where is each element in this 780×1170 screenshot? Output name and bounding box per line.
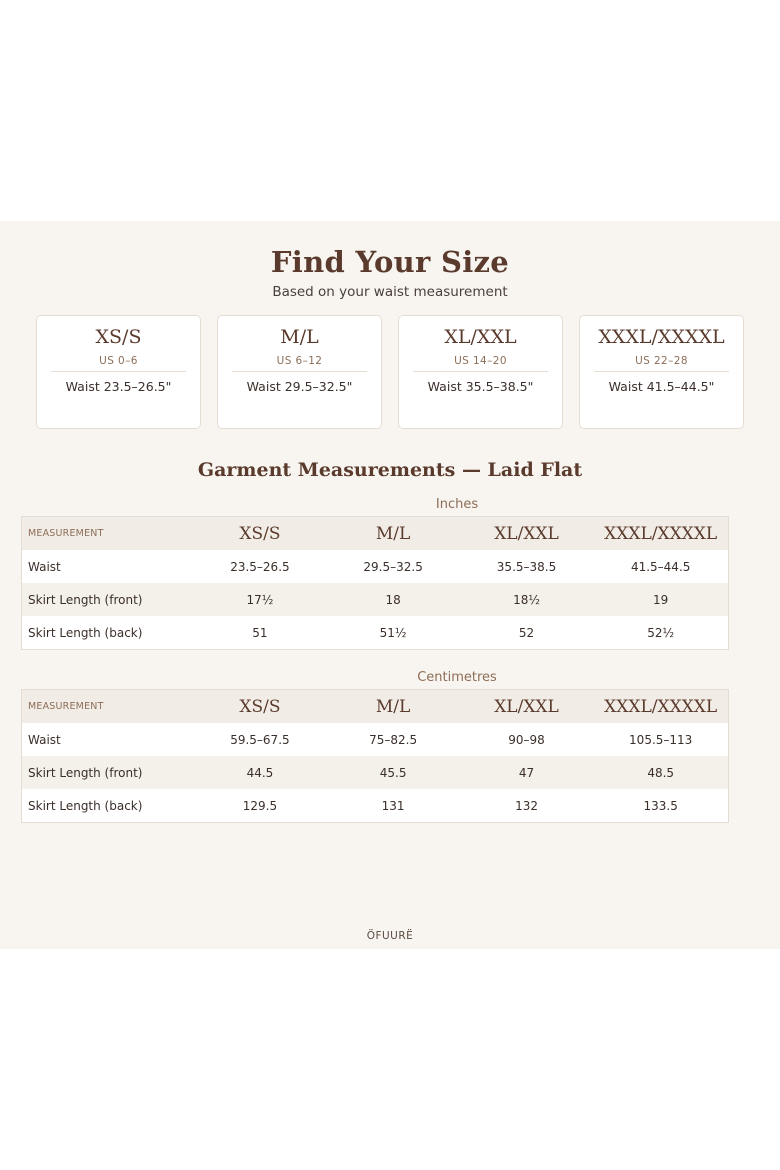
size-column-header: XXXL/XXXXL — [604, 696, 718, 717]
row-label: Waist — [28, 559, 61, 574]
page-title: Find Your Size — [270, 245, 510, 279]
row-label: Skirt Length (front) — [28, 765, 143, 780]
size-card-xl-xxl — [398, 315, 563, 429]
measurements-heading: Garment Measurements — Laid Flat — [197, 459, 583, 481]
size-column-header: M/L — [375, 696, 411, 717]
table-cell: 18 — [385, 592, 401, 607]
table-cell: 19 — [653, 592, 669, 607]
measurement-column-header: MEASUREMENT — [28, 528, 104, 539]
inches-unit-label: Inches — [435, 497, 479, 512]
table-row — [22, 583, 729, 616]
table-cell: 133.5 — [643, 798, 678, 813]
table-row — [22, 756, 729, 789]
centimetres-table — [21, 689, 729, 823]
table-row — [22, 616, 729, 650]
table-cell: 52 — [518, 625, 535, 640]
size-card-name: M/L — [280, 326, 319, 348]
table-cell: 47 — [518, 765, 535, 780]
table-cell: 41.5–44.5 — [630, 559, 691, 574]
size-card-name: XL/XXL — [444, 326, 517, 348]
table-cell: 131 — [381, 798, 405, 813]
table-row — [22, 789, 729, 823]
table-cell: 35.5–38.5 — [496, 559, 557, 574]
size-card-us-range: US 0–6 — [99, 355, 138, 367]
centimetres-unit-label: Centimetres — [417, 670, 497, 685]
size-card-divider — [51, 371, 186, 372]
row-label: Skirt Length (front) — [28, 592, 143, 607]
size-column-header: XXXL/XXXXL — [604, 523, 718, 544]
row-label: Skirt Length (back) — [28, 798, 143, 813]
inches-table — [21, 516, 729, 650]
brand-footer: ÖFUURË — [366, 930, 414, 942]
size-card-divider — [594, 371, 729, 372]
table-header-row — [22, 690, 729, 724]
table-cell: 23.5–26.5 — [230, 559, 290, 574]
table-cell: 48.5 — [647, 765, 675, 780]
size-column-header: XL/XXL — [494, 523, 559, 544]
table-cell: 18½ — [513, 592, 540, 607]
size-column-header: M/L — [375, 523, 411, 544]
size-card-name: XS/S — [95, 326, 142, 348]
size-column-header: XS/S — [239, 523, 281, 544]
row-label: Skirt Length (back) — [28, 625, 143, 640]
size-card-us-range: US 6–12 — [276, 355, 323, 367]
table-cell: 44.5 — [246, 765, 274, 780]
table-cell: 51½ — [379, 625, 407, 640]
size-card-xxxl-xxxxl — [579, 315, 744, 429]
size-card-m-l — [217, 315, 382, 429]
table-cell: 52½ — [647, 625, 675, 640]
size-card-us-range: US 22–28 — [635, 355, 688, 367]
table-cell: 17½ — [246, 592, 274, 607]
size-card-waist: Waist 23.5–26.5" — [65, 379, 172, 394]
page-subtitle: Based on your waist measurement — [272, 284, 508, 300]
table-cell: 90–98 — [508, 732, 545, 747]
size-card-divider — [232, 371, 367, 372]
size-card-waist: Waist 29.5–32.5" — [246, 379, 353, 394]
size-card-name: XXXL/XXXXL — [598, 326, 725, 348]
table-cell: 29.5–32.5 — [363, 559, 423, 574]
size-card-waist: Waist 41.5–44.5" — [608, 379, 715, 394]
size-card-divider — [413, 371, 548, 372]
measurement-column-header: MEASUREMENT — [28, 701, 104, 712]
table-row — [22, 550, 729, 583]
table-cell: 105.5–113 — [629, 732, 693, 747]
size-column-header: XL/XXL — [494, 696, 559, 717]
row-label: Waist — [28, 732, 61, 747]
table-cell: 45.5 — [379, 765, 407, 780]
table-cell: 59.5–67.5 — [230, 732, 290, 747]
table-cell: 132 — [515, 798, 538, 813]
table-cell: 75–82.5 — [369, 732, 418, 747]
size-card-us-range: US 14–20 — [454, 355, 507, 367]
size-column-header: XS/S — [239, 696, 281, 717]
size-card-xs-s — [36, 315, 201, 429]
table-cell: 51 — [252, 625, 268, 640]
table-cell: 129.5 — [242, 798, 278, 813]
size-card-waist: Waist 35.5–38.5" — [427, 379, 534, 394]
table-header-row — [22, 517, 729, 551]
table-row — [22, 723, 729, 756]
